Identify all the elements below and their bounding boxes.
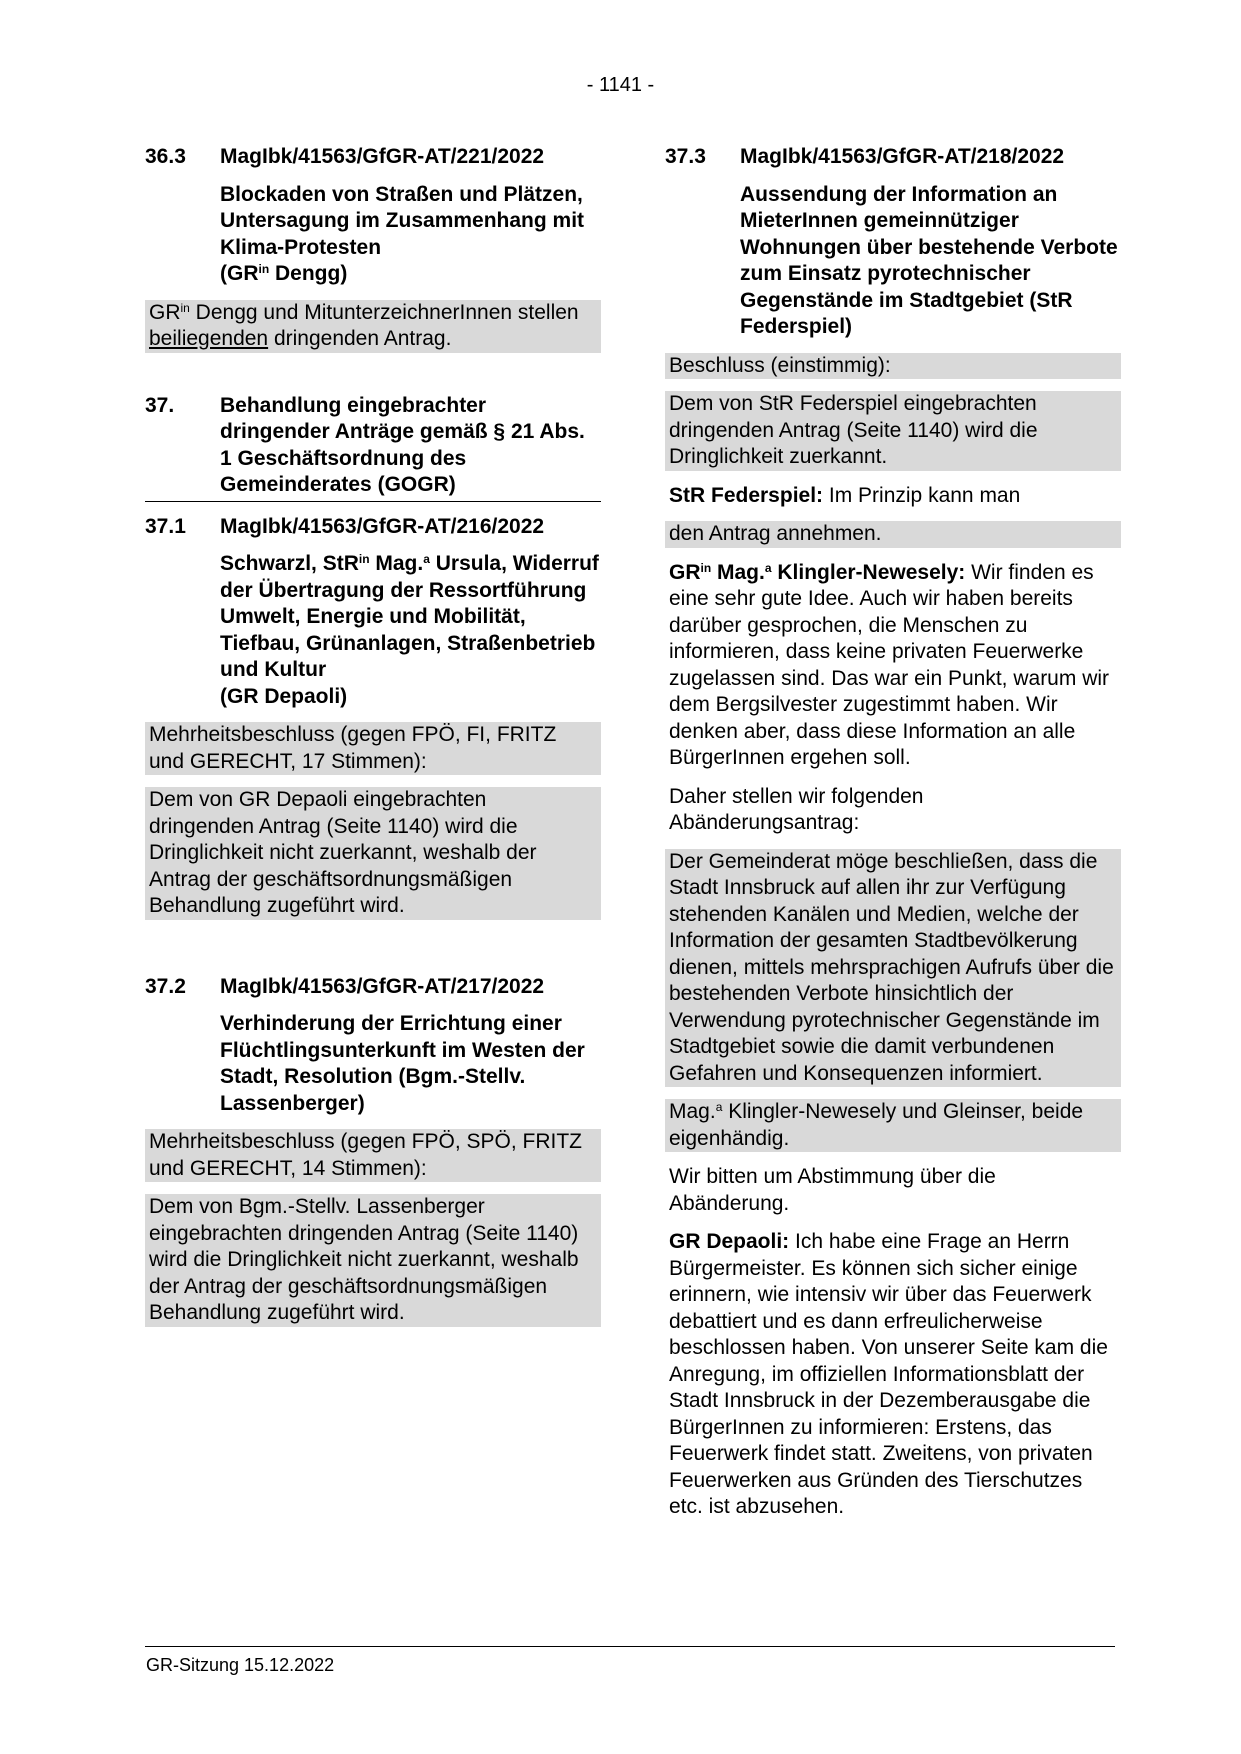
section-header xyxy=(145,144,601,171)
notice-text: dringenden Antrag. xyxy=(268,327,452,350)
title-text: Blockaden von Straßen und Plätzen, Untersagung im Zusammenhang mit Klima-Protesten xyxy=(220,182,585,259)
superscript: in xyxy=(180,300,190,315)
section-number: 36.3 xyxy=(145,145,186,168)
section-header xyxy=(665,144,1121,171)
footer-text: GR-Sitzung 15.12.2022 xyxy=(146,1655,335,1675)
notice-text: GR xyxy=(149,300,181,324)
speaker-klingler-newesely xyxy=(665,560,1121,772)
section-36-3 xyxy=(145,144,601,353)
author-prefix: (GR xyxy=(220,262,259,285)
speech-continuation: den Antrag annehmen. xyxy=(665,521,1121,548)
section-37-3 xyxy=(665,144,1121,1521)
attachment-link[interactable]: beiliegenden xyxy=(149,327,269,350)
speech-text: Ich habe eine Frage an Herrn Bürgermeister. Es können sich sicher einige erinnern, wie intensiv wir über das Feuerwerk debattiert und es dann erfreulicherweise beschlossen haben. Von unserer Seite kam die Anregung, im offiziellen Informationsblatt der Stadt Innsbruck in der Dezemberausgabe die BürgerInnen zu informieren: Erstens, das Feuerwerk findet statt. Zweitens, von privaten Feuerwerken aus Gründen des Tierschutzes etc. ist abzusehen. xyxy=(669,1230,1108,1518)
section-header xyxy=(145,514,601,541)
section-title: Behandlung eingebrachter dringender Anträge gemäß § 21 Abs. 1 Geschäftsordnung des Gemeinderates (GOGR) xyxy=(220,393,585,496)
vote-request: Wir bitten um Abstimmung über die Abänderung. xyxy=(669,1165,996,1215)
superscript: in xyxy=(258,262,270,276)
speaker-depaoli xyxy=(665,1229,1121,1521)
file-reference: MagIbk/41563/GfGR-AT/218/2022 xyxy=(740,145,1065,168)
decision-label: Beschluss (einstimmig): xyxy=(665,353,1121,380)
left-column xyxy=(145,144,601,1327)
section-title: Aussendung der Information an MieterInnen gemeinnütziger Wohnungen über bestehende Verbote zum Einsatz pyrotechnischer Gegenstände im Stadtgebiet (StR Federspiel) xyxy=(740,182,1118,338)
signature-text: Mag. xyxy=(669,1100,716,1123)
section-37 xyxy=(145,393,601,502)
amendment-motion: Der Gemeinderat möge beschließen, dass die Stadt Innsbruck auf allen ihr zur Verfügung stehenden Kanälen und Medien, welche der Information der gesamten Stadtbevölkerung dienen, mittels mehrsprachigen Aufrufs über die bestehenden Verbote hinsichtlich der Verwendung pyrotechnischer Gegenstände im Stadtgebiet sowie die damit verbundenen Gefahren und Konsequenzen informiert. xyxy=(665,849,1121,1088)
title-text: Mag. xyxy=(369,552,424,575)
section-title: Verhinderung der Errichtung einer Flüchtlingsunterkunft im Westen der Stadt, Resolution (Bgm.-Stellv. Lassenberger) xyxy=(220,1012,585,1115)
decision-text: Dem von Bgm.-Stellv. Lassenberger eingebrachten dringenden Antrag (Seite 1140) wird die Dringlichkeit nicht zuerkannt, weshalb der Antrag der geschäftsordnungsmäßigen Behandlung zugeführt wird. xyxy=(145,1194,601,1327)
decision-text: Dem von GR Depaoli eingebrachten dringenden Antrag (Seite 1140) wird die Dringlichkeit nicht zuerkannt, weshalb der Antrag der geschäftsordnungsmäßigen Behandlung zugeführt wird. xyxy=(145,787,601,920)
speech-paragraph: Daher stellen wir folgenden Abänderungsantrag: xyxy=(669,784,924,834)
section-number: 37.3 xyxy=(665,145,706,168)
title-text: Ursula, Widerruf der Übertragung der Ressortführung Umwelt, Energie und Mobilität, Tiefbau, Grünanlagen, Straßenbetrieb und Kultur xyxy=(220,552,599,681)
section-37-2 xyxy=(145,974,601,1327)
motion-notice xyxy=(145,300,601,353)
decision-label: Mehrheitsbeschluss (gegen FPÖ, FI, FRITZ und GERECHT, 17 Stimmen): xyxy=(145,722,601,775)
signature-text: Klingler-Newesely und Gleinser, beide eigenhändig. xyxy=(669,1100,1084,1150)
speaker-name: GR Depaoli: xyxy=(669,1230,790,1253)
speaker-name: StR Federspiel: xyxy=(669,483,824,507)
speaker-federspiel xyxy=(665,483,1121,510)
section-title xyxy=(220,551,601,710)
speech-text: Wir finden es eine sehr gute Idee. Auch wir haben bereits darüber gesprochen, die Menschen zu informieren, dass keine privaten Feuerwerke zugelassen sind. Das war ein Punkt, warum wir dem Bergsilvester zugestimmt haben. Wir denken aber, dass diese Information an alle BürgerInnen ergehen soll. xyxy=(669,560,1110,769)
superscript: a xyxy=(715,1100,723,1114)
section-header xyxy=(145,393,601,502)
section-37-1 xyxy=(145,514,601,920)
superscript: a xyxy=(423,552,430,566)
section-title xyxy=(220,182,601,288)
decision-text: Dem von StR Federspiel eingebrachten dringenden Antrag (Seite 1140) wird die Dringlichkeit zuerkannt. xyxy=(665,391,1121,471)
file-reference: MagIbk/41563/GfGR-AT/221/2022 xyxy=(220,145,545,168)
file-reference: MagIbk/41563/GfGR-AT/216/2022 xyxy=(220,514,545,538)
section-number: 37.1 xyxy=(145,514,186,538)
file-reference: MagIbk/41563/GfGR-AT/217/2022 xyxy=(220,974,545,998)
superscript: in xyxy=(358,552,370,566)
speaker-name: $GR^{in}$ Mag.$^a$ Klingler-Newesely: xyxy=(669,560,966,584)
title-text: Schwarzl, StR xyxy=(220,552,359,575)
author-name: Dengg) xyxy=(269,262,348,285)
right-column xyxy=(665,144,1121,1521)
speech-text: Im Prinzip kann man xyxy=(823,483,1021,507)
page-number: - 1141 - xyxy=(586,74,655,96)
author-name: (GR Depaoli) xyxy=(220,684,348,708)
motion-signatures xyxy=(665,1099,1121,1152)
footer-rule xyxy=(145,1646,1115,1647)
decision-label: Mehrheitsbeschluss (gegen FPÖ, SPÖ, FRITZ und GERECHT, 14 Stimmen): xyxy=(145,1129,601,1182)
section-header xyxy=(145,974,601,1001)
section-number: 37.2 xyxy=(145,974,186,998)
notice-text: Dengg und MitunterzeichnerInnen stellen xyxy=(189,300,579,324)
section-number: 37. xyxy=(145,393,175,417)
